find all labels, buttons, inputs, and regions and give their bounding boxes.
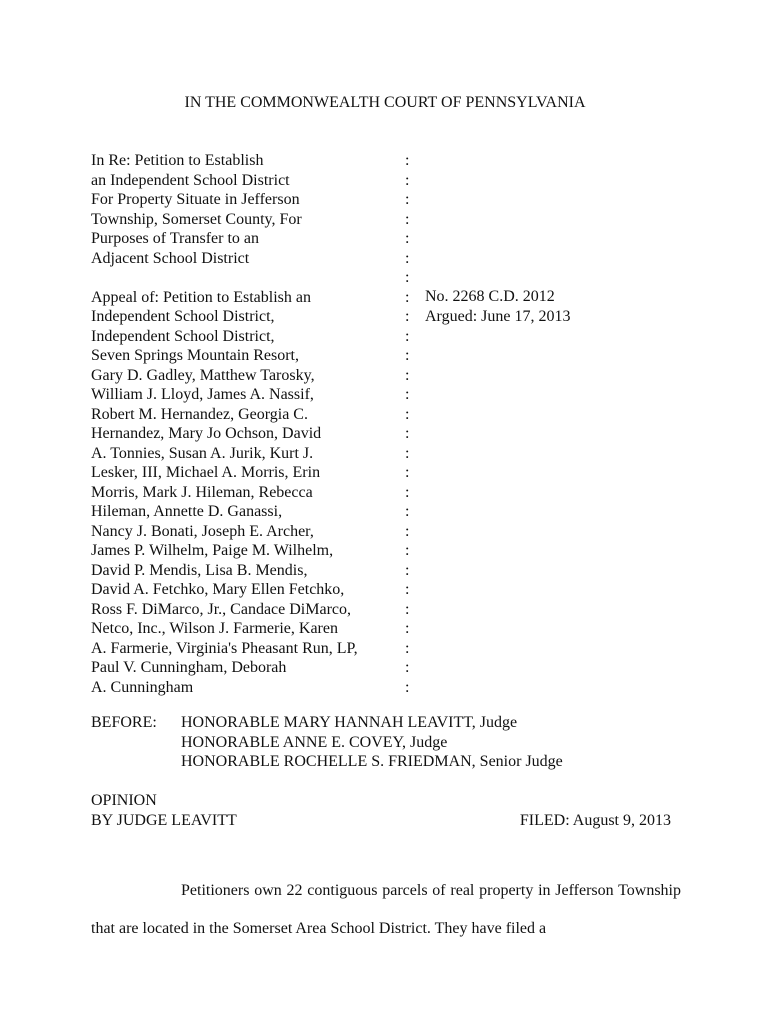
- caption-colon: :: [405, 405, 410, 423]
- caption-line: A. Farmerie, Virginia's Pheasant Run, LP,: [91, 639, 358, 657]
- caption-colon: :: [405, 464, 410, 481]
- caption-line: Robert M. Hernandez, Georgia C.: [91, 405, 308, 423]
- caption-line: Township, Somerset County, For: [91, 210, 302, 228]
- caption-line: William J. Lloyd, James A. Nassif,: [91, 386, 314, 403]
- caption-line: Lesker, III, Michael A. Morris, Erin: [91, 464, 321, 481]
- caption-colon: :: [405, 659, 410, 676]
- opinion-body-paragraph: Petitioners own 22 contiguous parcels of real property in Jefferson Township that are located in the Somerset Area School District. They have filed a: [91, 882, 681, 937]
- caption-line: David A. Fetchko, Mary Ellen Fetchko,: [91, 581, 345, 598]
- caption-colon: :: [405, 327, 410, 345]
- caption-line: A. Cunningham: [91, 678, 194, 696]
- caption-colon: :: [405, 444, 410, 462]
- caption-line: Morris, Mark J. Hileman, Rebecca: [91, 483, 313, 501]
- court-title: IN THE COMMONWEALTH COURT OF PENNSYLVANIA: [184, 94, 586, 111]
- caption-colon: :: [405, 152, 410, 169]
- caption-colon: :: [405, 678, 410, 696]
- caption-colon: :: [405, 522, 410, 540]
- caption-line: an Independent School District: [91, 171, 290, 189]
- caption-line: Ross F. DiMarco, Jr., Candace DiMarco,: [91, 600, 352, 618]
- caption-line: Seven Springs Mountain Resort,: [91, 347, 299, 364]
- caption-line: Independent School District,: [91, 308, 275, 325]
- caption-line: James P. Wilhelm, Paige M. Wilhelm,: [91, 542, 334, 559]
- caption-line: Purposes of Transfer to an: [91, 230, 259, 247]
- before-label: BEFORE:: [91, 714, 157, 731]
- case-info: [425, 287, 685, 326]
- caption-colon: :: [405, 386, 410, 403]
- argued-date: Argued: June 17, 2013: [425, 307, 571, 325]
- caption-colon: :: [405, 210, 410, 228]
- caption-parties: [91, 151, 401, 697]
- caption-line: David P. Mendis, Lisa B. Mendis,: [91, 561, 308, 579]
- caption-line: Nancy J. Bonati, Joseph E. Archer,: [91, 522, 314, 540]
- caption-colon: :: [405, 639, 410, 657]
- case-number: No. 2268 C.D. 2012: [425, 288, 555, 305]
- caption-colon: :: [405, 620, 410, 637]
- caption-line: Gary D. Gadley, Matthew Tarosky,: [91, 366, 315, 384]
- caption-colon: :: [405, 581, 410, 598]
- opinion-label: OPINION: [91, 792, 157, 809]
- opinion-header: [91, 791, 671, 830]
- judge-name: HONORABLE ANNE E. COVEY, Judge: [181, 733, 448, 751]
- caption-colon: :: [405, 542, 410, 559]
- caption-colon: :: [405, 191, 410, 208]
- caption-colon: :: [405, 366, 410, 384]
- judge-name: HONORABLE MARY HANNAH LEAVITT, Judge: [181, 714, 518, 731]
- caption-line: For Property Situate in Jefferson: [91, 191, 300, 208]
- judge-name: HONORABLE ROCHELLE S. FRIEDMAN, Senior Judge: [181, 753, 563, 770]
- caption-colon: :: [405, 600, 410, 618]
- caption-line: Hernandez, Mary Jo Ochson, David: [91, 425, 322, 442]
- caption-line: Appeal of: Petition to Establish an: [91, 288, 311, 306]
- caption-colon: :: [405, 171, 410, 189]
- caption-colon: :: [405, 308, 410, 325]
- caption-colon: :: [405, 347, 410, 364]
- caption-colon: :: [405, 288, 410, 306]
- opinion-author: BY JUDGE LEAVITT: [91, 811, 237, 829]
- caption-colon-column: [405, 151, 415, 697]
- caption-line: Paul V. Cunningham, Deborah: [91, 659, 287, 676]
- caption-line: In Re: Petition to Establish: [91, 152, 264, 169]
- caption-colon: :: [405, 230, 410, 247]
- caption-line: Netco, Inc., Wilson J. Farmerie, Karen: [91, 620, 338, 637]
- caption-colon: :: [405, 561, 410, 579]
- judges-list: [181, 713, 563, 772]
- caption-line: A. Tonnies, Susan A. Jurik, Kurt J.: [91, 444, 314, 462]
- filed-date: FILED: August 9, 2013: [519, 811, 671, 829]
- caption-colon: :: [405, 503, 410, 520]
- caption-line: Adjacent School District: [91, 249, 250, 267]
- caption-colon: :: [405, 425, 410, 442]
- caption-colon: :: [405, 483, 410, 501]
- caption-colon: :: [405, 249, 410, 267]
- caption-line: Hileman, Annette D. Ganassi,: [91, 503, 283, 520]
- caption-colon: :: [405, 269, 410, 286]
- caption-line: Independent School District,: [91, 327, 275, 345]
